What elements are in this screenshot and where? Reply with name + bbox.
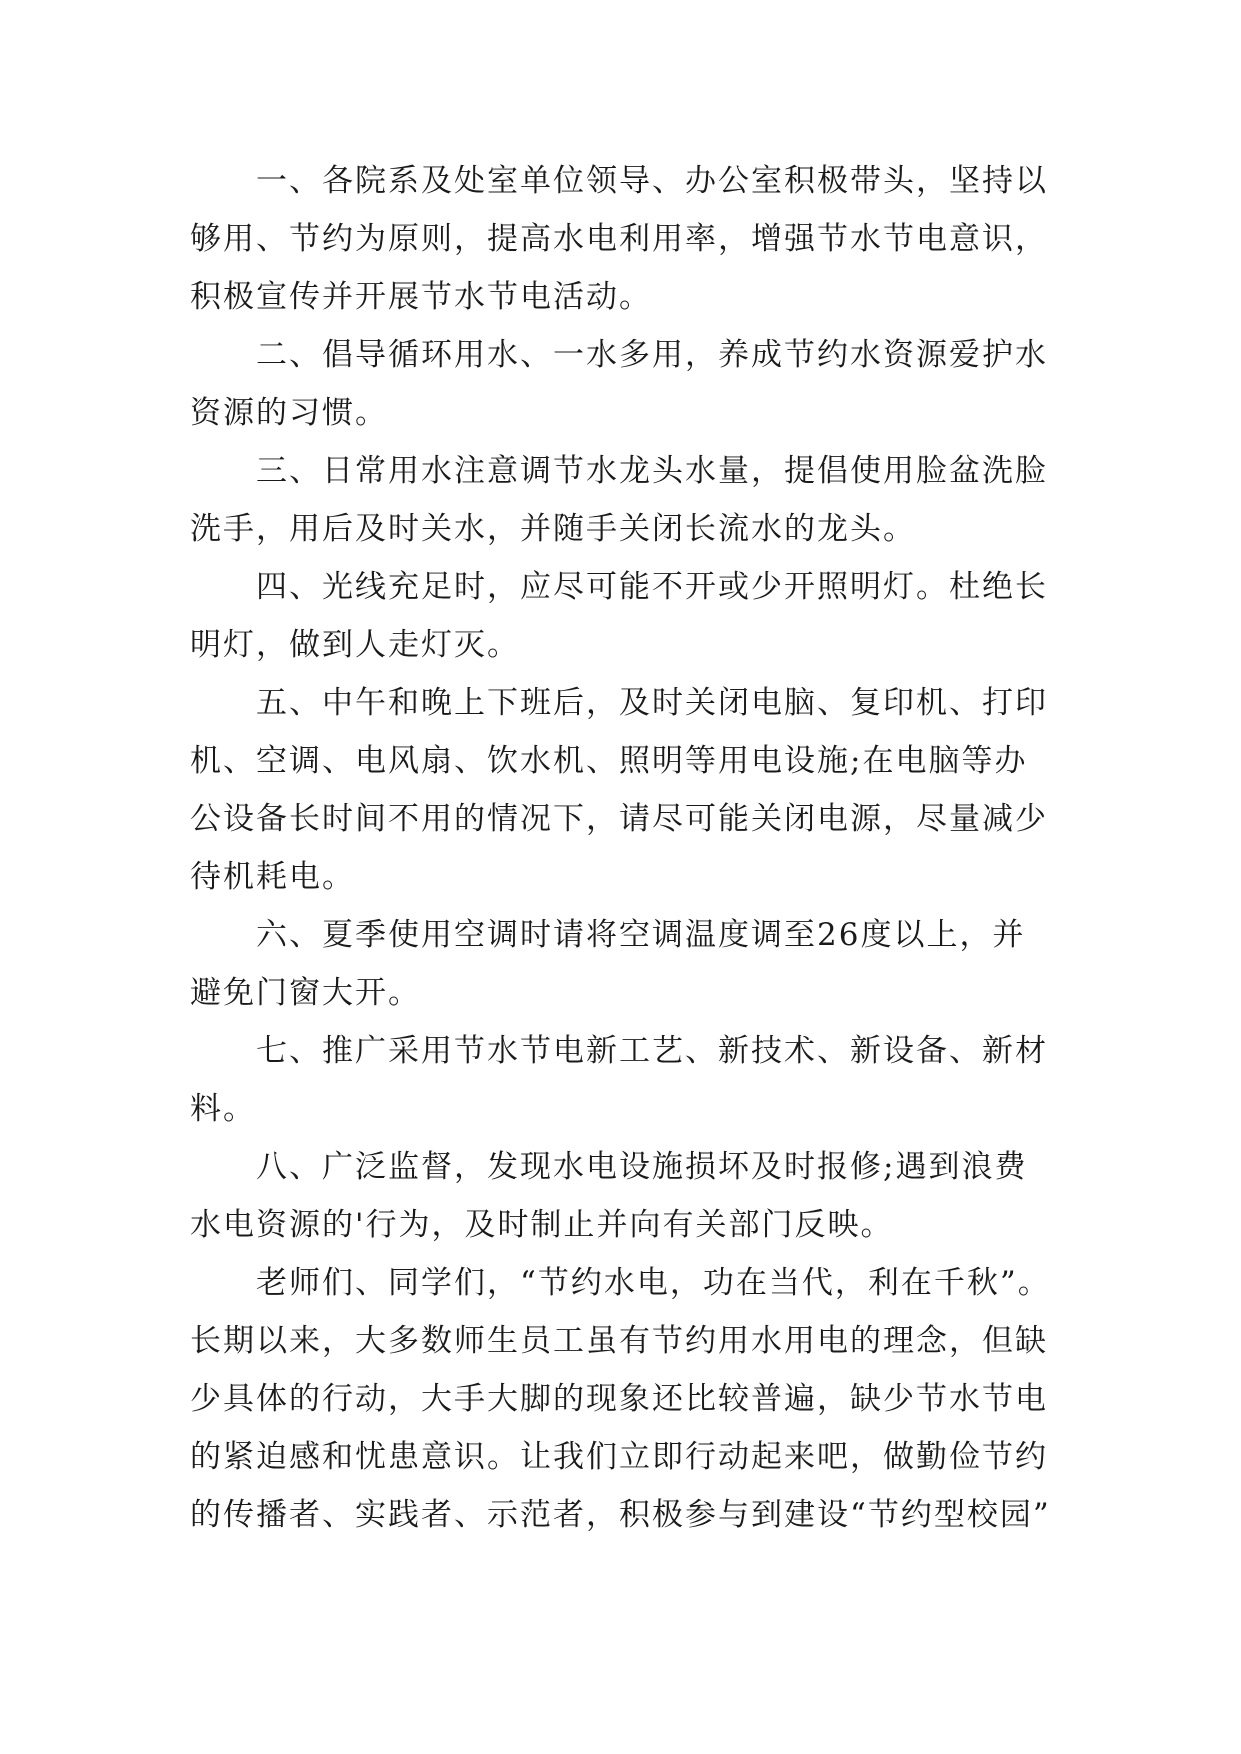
paragraph-line: 公设备长时间不用的情况下，请尽可能关闭电源，尽量减少 [190, 801, 1048, 837]
paragraph-5 [190, 674, 1050, 906]
paragraph-line: 老师们、同学们，“节约水电，功在当代，利在千秋”。 [256, 1265, 1051, 1301]
paragraph-line: 四、光线充足时，应尽可能不开或少开照明灯。杜绝长 [256, 569, 1048, 605]
document-body [190, 152, 1050, 1544]
paragraph-line: 机、空调、电风扇、饮水机、照明等用电设施;在电脑等办 [190, 743, 1028, 779]
paragraph-2 [190, 326, 1050, 442]
paragraph-line: 五、中午和晚上下班后，及时关闭电脑、复印机、打印 [256, 685, 1048, 721]
paragraph-line: 七、推广采用节水节电新工艺、新技术、新设备、新材 [256, 1033, 1048, 1069]
paragraph-4 [190, 558, 1050, 674]
paragraph-line: 积极宣传并开展节水节电活动。 [190, 279, 652, 315]
paragraph-line: 少具体的行动，大手大脚的现象还比较普遍，缺少节水节电 [190, 1381, 1048, 1417]
paragraph-line: 避免门窗大开。 [190, 975, 421, 1011]
paragraph-line: 的紧迫感和忧患意识。让我们立即行动起来吧，做勤俭节约 [190, 1439, 1048, 1475]
paragraph-line: 够用、节约为原则，提高水电利用率，增强节水节电意识， [190, 221, 1048, 257]
paragraph-3 [190, 442, 1050, 558]
paragraph-1 [190, 152, 1050, 326]
paragraph-line: 的传播者、实践者、示范者，积极参与到建设“节约型校园” [190, 1497, 1051, 1533]
paragraph-9 [190, 1254, 1050, 1544]
paragraph-line: 料。 [190, 1091, 256, 1127]
paragraph-7 [190, 1022, 1050, 1138]
paragraph-line: 一、各院系及处室单位领导、办公室积极带头，坚持以 [256, 163, 1048, 199]
paragraph-line: 明灯，做到人走灯灭。 [190, 627, 520, 663]
paragraph-line: 八、广泛监督，发现水电设施损坏及时报修;遇到浪费 [256, 1149, 1028, 1185]
paragraph-6 [190, 906, 1050, 1022]
paragraph-line: 六、夏季使用空调时请将空调温度调至26度以上，并 [256, 917, 1026, 953]
paragraph-line: 水电资源的'行为，及时制止并向有关部门反映。 [190, 1207, 894, 1243]
paragraph-line: 长期以来，大多数师生员工虽有节约用水用电的理念，但缺 [190, 1323, 1048, 1359]
paragraph-8 [190, 1138, 1050, 1254]
paragraph-line: 资源的习惯。 [190, 395, 388, 431]
paragraph-line: 洗手，用后及时关水，并随手关闭长流水的龙头。 [190, 511, 916, 547]
paragraph-line: 三、日常用水注意调节水龙头水量，提倡使用脸盆洗脸 [256, 453, 1048, 489]
paragraph-line: 二、倡导循环用水、一水多用，养成节约水资源爱护水 [256, 337, 1048, 373]
paragraph-line: 待机耗电。 [190, 859, 355, 895]
